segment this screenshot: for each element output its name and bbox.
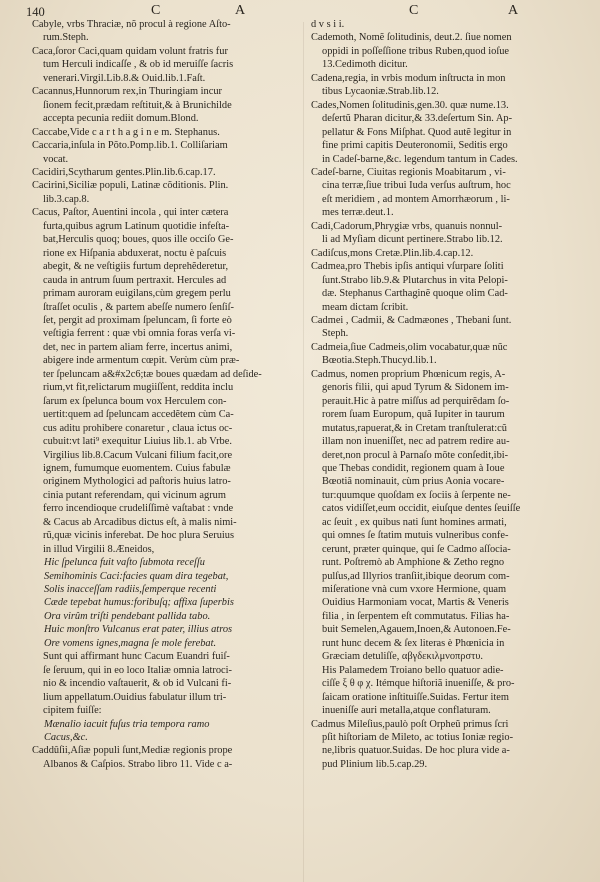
text-line: Bœotia.Steph.Thucyd.lib.1. [322, 355, 437, 367]
text-line: ſionem fecit,prædam reſtituit,& à Brunichilde [43, 99, 232, 111]
text-line: venerari.Virgil.Lib.8.& Ouid.lib.1.Faſt. [43, 72, 206, 84]
text-line: que Thebas condidit, regionem quam à Ioue [322, 462, 505, 474]
text-line: runt hunc decem & ſex literas è Phœnicia in [322, 637, 505, 649]
text-line: Cadmus, nomen proprium Phœnicum regis, A- [311, 368, 506, 380]
text-line: pellatur & Fons Miſphat. Quod autẽ legitur in [322, 126, 512, 138]
text-line: qui omnes ſe ſtatim mutuis vulneribus confe- [322, 530, 509, 542]
verse-line: Ore vomens ignes,magna ſe mole ferebat. [44, 637, 217, 649]
text-line: miſeratione vnà cum vxore Hermione, quam [322, 584, 507, 596]
verse-line: Huic monſtro Vulcanus erat pater, illius atros [44, 624, 233, 636]
verse-line: Solis inacceſſam radiis,ſemperque recenti [44, 584, 217, 596]
text-line: abegit, & ne veſtigiis furtum deprehẽderetur, [43, 261, 229, 273]
text-line: tum Herculi indicaſſe , & ob id meruiſſe ſacris [43, 59, 234, 71]
text-line: Sunt qui affirmant hunc Cacum Euandri fuiſ- [43, 651, 230, 663]
text-line: cubuit:vt lati⁹ exequitur Liuius lib.1. ab Vrbe. [43, 436, 232, 448]
text-line: cipitem fuiſſe: [43, 705, 102, 717]
text-line: Caddûſii,Aſiæ populi ſunt,Mediæ regionis prope [32, 745, 233, 757]
text-line: ciſſe ξ θ φ χ. Itémque hiſtoriã inueniſſe, & pro- [322, 678, 515, 690]
text-line: Cadiſcus,mons Cretæ.Plin.lib.4.cap.12. [311, 247, 474, 259]
text-line: cina terræ,ſiue tribui Iuda verſus auſtrum, hoc [322, 180, 511, 192]
text-line: rum.Steph. [43, 32, 89, 44]
text-line: ne,libris quatuor.Suidas. De hoc plura vide a- [322, 745, 510, 757]
text-line: Cacidiri,Scytharum gentes.Plin.lib.6.cap.17. [32, 166, 216, 178]
text-line: fine primi capitis Deuteronomii, Seditis ergo [322, 140, 508, 152]
text-line: rium,vt fit,relictarum mugiiſſent, reddita inclu [43, 382, 234, 394]
text-line: ignem, fumumque euomentem. Cuius fabulæ [43, 462, 231, 474]
text-line: ſet, pergit ad proximam ſpeluncam, ſi forte eò [43, 314, 232, 326]
text-line: dæ. Stephanus Carthaginẽ quoque olim Cad- [322, 288, 508, 300]
text-line: in illud Virgilii 8.Æneidos, [43, 543, 155, 555]
text-line: ſunt.Strabo lib.9.& Plutarchus in vita Pelopi- [322, 274, 508, 286]
text-line: Bœotiã nominauit, cùm prius Aonia vocare- [322, 476, 505, 488]
text-line: Cadeſ-barne, Ciuitas regionis Moabitarum , vi- [311, 166, 506, 178]
text-line: Cacirini,Siciliæ populi, Latinæ cõditionis. Plin. [32, 180, 229, 192]
page-number: 140 [26, 5, 45, 19]
verse-line: Cacus,&c. [44, 732, 88, 744]
text-line: His Palamedem Troiano bello quatuor adie- [322, 664, 504, 676]
text-line: mes terræ.deut.1. [322, 207, 394, 219]
header-letter-right-1: C [409, 3, 420, 18]
text-line: illam non inueniſſet, nec ad patrem redire au- [322, 436, 510, 448]
text-line: Virgilius lib.8.Cacum Vulcani filium facit,ore [43, 449, 233, 461]
verse-line: Mænalio iacuit fuſus tria tempora ramo [44, 718, 210, 730]
text-line: tibus Lycaoniæ.Strab.lib.12. [322, 86, 439, 98]
verse-line: Cæde tepebat humus:foribuſq; affixa ſuperbis [44, 597, 234, 609]
text-line: Cadmus Mileſius,paulò poſt Orpheũ primus ſcri [311, 718, 509, 730]
text-line: vocat. [43, 153, 69, 165]
text-line: Albanos & Caſpios. Strabo libro 11. Vide c a- [43, 758, 233, 770]
text-line: deret,non procul à Parnaſo mõte conſedit,ibi- [322, 449, 509, 461]
text-line: perauit.Hic à patre miſſus ad perquirẽdam ſo- [322, 395, 510, 407]
verse-line: Semihominis Caci:facies quam dira tegebat, [44, 570, 229, 582]
text-line: li ad Myſiam dicunt pertinere.Strabo lib.12. [322, 234, 503, 246]
text-line: pulſus,ad Illyrios tranſiit,ibique deorum com- [322, 570, 510, 582]
text-line: Caccabe,Vide c a r t h a g i n e m. Stephanus. [32, 126, 220, 138]
text-line: rione ex Hiſpania abduxerat, noctu è paſcuis [43, 247, 227, 259]
text-line: nio & incendio vaſtauerit, & ob id Vulcani fi- [43, 678, 232, 690]
text-line: inueniſſe auri metalla,atque conflaturam. [322, 705, 491, 717]
column-gutter [303, 22, 304, 882]
text-line: Cadmeia,ſiue Cadmeis,olim vocabatur,quæ nũc [311, 341, 508, 353]
text-line: cauda in antrum ſuum pertraxit. Hercules ad [43, 274, 227, 286]
text-line: accepta pecunia rediit domum.Blond. [43, 113, 199, 125]
text-line: bat,Herculis quoq; boues, quos ille occiſo Ge- [43, 234, 234, 246]
text-line: Caca,ſoror Caci,quam quidam volunt fratris fur [32, 45, 228, 57]
text-line: Ouidius Harmoniam vocat, Martis & Veneris [322, 597, 509, 609]
text-line: Cades,Nomen ſolitudinis,gen.30. quæ nume.13. [311, 99, 509, 111]
text-line: d v s i i. [311, 19, 345, 30]
text-line: Cacus, Paſtor, Auentini incola , qui inter cætera [32, 207, 229, 219]
text-line: Cadi,Cadorum,Phrygiæ vrbs, quanuis nonnul- [311, 220, 503, 232]
text-line: & Cacus ab Arcadibus dictus eſt, à malis nimi- [43, 516, 237, 528]
text-line: det, nec in partem aliam ferre, incertus animi, [43, 341, 233, 353]
header-letter-right-2: A [508, 3, 520, 18]
text-line: ac ſeuit , ex quibus nati ſunt homines armati, [322, 516, 507, 528]
header-letter-left-1: C [151, 3, 162, 18]
text-line: Cadmea,pro Thebis ipſis antiqui vſurpare ſoliti [311, 261, 504, 273]
text-line: eſt meridiem , ad montem Amorrhæorum , li- [322, 193, 510, 205]
text-line: ſe ſeruum, qui in eo loco Italiæ omnia latroci- [43, 664, 232, 676]
text-line: cus aditu prohibere conaretur , claua ictus oc- [43, 422, 233, 434]
text-line: cerunt, præter quinque, qui ſe Cadmo aſſocia- [322, 543, 511, 555]
text-line: Græciam detuliſſe, αβγδεκιλμνοπρστυ. [322, 651, 483, 663]
text-line: Cabyle, vrbs Thraciæ, nõ procul à regione Aſto- [32, 19, 231, 30]
text-line: cinia putant referendam, qui vicinum agrum [43, 489, 226, 501]
text-line: mutatus,rapuerat,& in Cretam tranſtulerat:cũ [322, 422, 507, 434]
left-column [32, 18, 295, 771]
text-line: Cadmei , Cadmii, & Cadmæones , Thebani ſunt. [311, 314, 512, 326]
text-line: tur:quumque quoſdam ex ſociis à ſerpente ne- [322, 489, 511, 501]
text-line: lium appellatum.Ouidius fabulatur illum tri- [43, 691, 227, 703]
text-line: pud Plinium lib.5.cap.29. [322, 758, 428, 770]
right-column [311, 18, 573, 771]
text-line: pſit hiſtoriam de Mileto, ac totius Ioniæ regio- [322, 732, 514, 744]
text-line: deſertũ Pharan dicitur,& 33.deſertum Sin. Ap- [322, 113, 513, 125]
text-line: Cademoth, Nomẽ ſolitudinis, deut.2. ſiue nomen [311, 32, 512, 44]
text-line: ferro incendioque crudeliſſimè vaſtabat : vnde [43, 503, 234, 515]
text-line: originem Mythologici ad paſtoris huius latro- [43, 476, 231, 488]
text-line: 13.Cedimoth dicitur. [322, 59, 408, 71]
text-line: Cadena,regia, in vrbis modum inſtructa in mon [311, 72, 506, 84]
text-line: veſtigia ferrent : quæ vbi omnia foras verſa vi- [43, 328, 236, 340]
text-line: genoris filii, qui apud Tyrum & Sidonem im- [322, 382, 509, 394]
text-line: rorem ſuam Europum, quã Iupiter in taurum [322, 409, 505, 421]
text-line: rũ,quæ vicinis inferebat. De hoc plura Seruius [43, 530, 235, 542]
text-line: ſaicam oratione inſtituiſſe.Suidas. Fertur item [322, 691, 509, 703]
text-line: Cacannus,Hunnorum rex,in Thuringiam incur [32, 86, 222, 98]
text-line: buit Semelen,Agauem,Inoen,& Autonoen.Fe- [322, 624, 511, 636]
text-line: runt. Poſtremò ab Amphione & Zetho regno [322, 557, 505, 569]
text-line: ſtraſſet oculis , & partem abeſſe numero ſenſiſ- [43, 301, 235, 313]
text-line: filia , in ſerpentem eſt commutatus. Filias ha- [322, 610, 510, 622]
text-line: lib.3.cap.8. [43, 193, 90, 205]
text-line: meam dictam ſcribit. [322, 301, 409, 313]
text-line: furta,quibus agrum Latinum quotidie infeſta- [43, 220, 230, 232]
verse-line: Hic ſpelunca fuit vaſto ſubmota receſſu [44, 557, 205, 569]
text-line: catos vidiſſet,eum occidit, eiuſque dentes ſeuiſſe [322, 503, 521, 515]
text-line: ſarum ex ſpelunca boum vox Herculem con- [43, 395, 227, 407]
text-line: abigere inde armentum cœpit. Verùm cùm præ- [43, 355, 240, 367]
text-line: Caccaria,inſula in Põto.Pomp.lib.1. Colliſariam [32, 140, 228, 152]
text-line: in Cadeſ-barne,&c. legendum tantum in Cades. [322, 153, 518, 165]
text-line: primam auroram euigilans,cùm gregem perlu [43, 288, 231, 300]
text-line: uertit:quem ad ſpeluncam accedẽtem cùm Ca- [43, 409, 234, 421]
text-line: oppidi in poſſeſſione tribus Ruben,quod ioſue [322, 45, 510, 57]
header-letter-left-2: A [235, 3, 247, 18]
text-line: ter ſpeluncam a&#x2c6;tæ boues quædam ad deſide- [43, 368, 262, 380]
text-line: Steph. [322, 328, 349, 340]
verse-line: Ora virûm triſti pendebant pallida tabo. [44, 610, 211, 622]
